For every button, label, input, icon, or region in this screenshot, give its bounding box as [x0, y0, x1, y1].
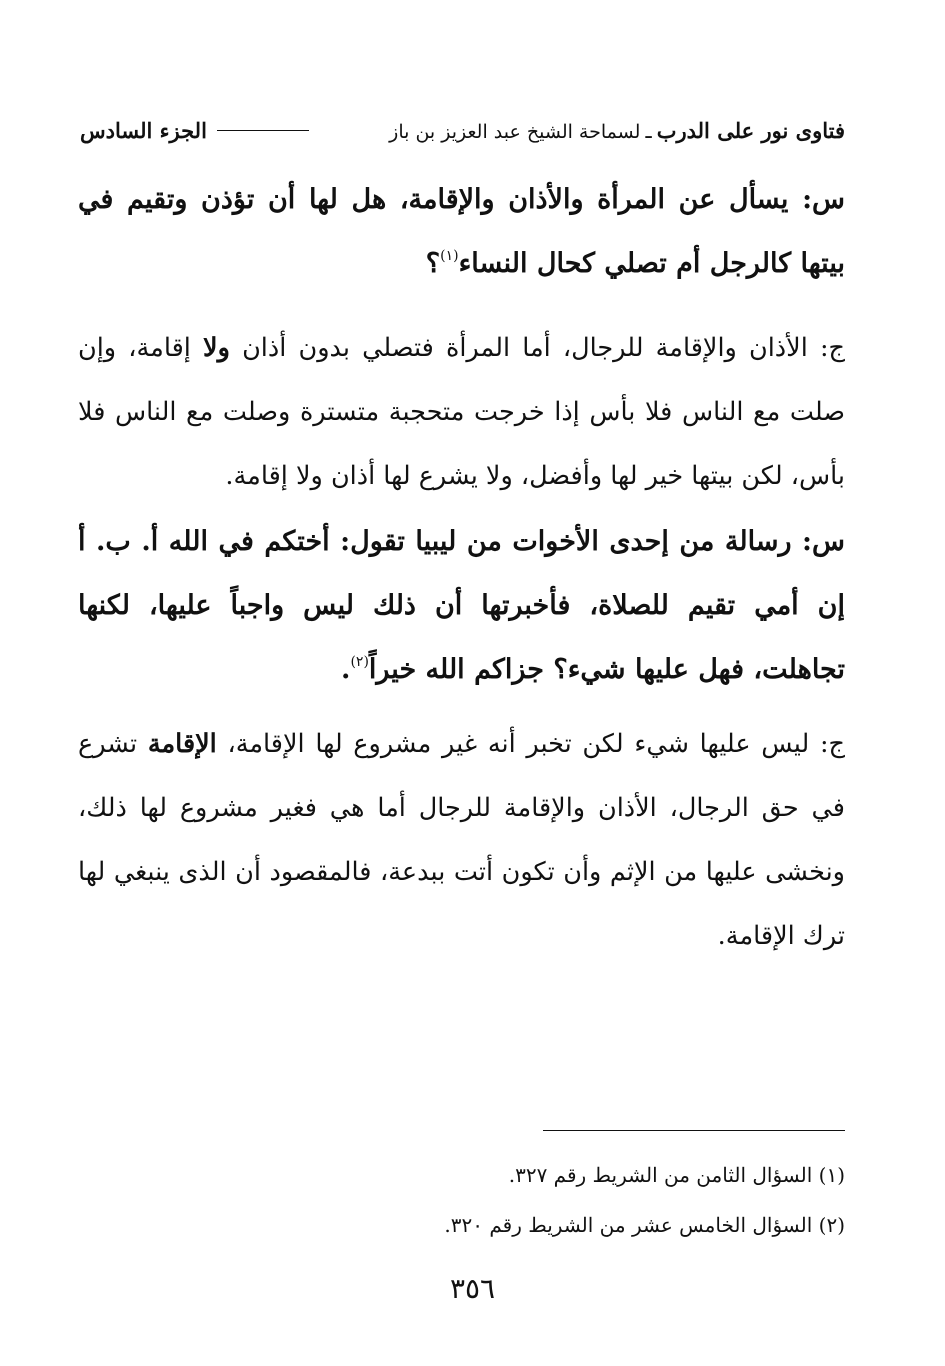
answer-bold-word: الإقامة: [147, 729, 217, 759]
header-separator: ـ: [645, 118, 652, 143]
header-part-info: [80, 118, 317, 143]
question-end: ؟: [425, 248, 441, 279]
answer-bold-word: ولا: [203, 333, 230, 363]
footnote-1: (١) السؤال الثامن من الشريط رقم ٣٢٧.: [508, 1163, 845, 1187]
running-header: [80, 112, 845, 148]
answer-1: [78, 316, 845, 508]
book-title: فتاوى نور على الدرب: [656, 117, 845, 143]
footnote-rule: [543, 1130, 845, 1131]
question-label: س:: [802, 526, 845, 557]
answer-text-rest: إقامة، وإن صلت مع الناس فلا بأس إذا خرجت متحجبة متسترة وصلت مع الناس فلا بأس، لكن بيتها خير لها وأفضل، ولا يشرع لها أذان ولا إقامة.: [78, 333, 845, 491]
answer-text-start: الأذان والإقامة للرجال، أما المرأة فتصلي بدون أذان: [242, 333, 808, 363]
footnote-2: (٢) السؤال الخامس عشر من الشريط رقم ٣٢٠.: [444, 1213, 845, 1237]
question-label: س:: [802, 184, 845, 215]
question-text: رسالة من إحدى الأخوات من ليبيا تقول: أختكم في الله أ. ب. أ إن أمي تقيم للصلاة، فأخبرتها أن ذلك ليس واجباً عليها، لكنها تجاهلت، فهل عليها شيء؟ جزاكم الله خيراً: [78, 526, 845, 685]
answer-text-start: ليس عليها شيء لكن تخبر أنه غير مشروع لها الإقامة،: [227, 729, 810, 759]
footnote-ref: (١): [440, 248, 459, 264]
question-end: .: [341, 654, 351, 685]
question-1: [78, 168, 845, 296]
footnote-ref: (٢): [350, 654, 369, 670]
footnotes: [245, 1150, 845, 1250]
header-book-info: [389, 118, 845, 143]
answer-text-rest: تشرع في حق الرجال، الأذان والإقامة للرجال أما هي فغير مشروع لها ذلك، ونخشى عليها من الإثم وأن تكون أتت ببدعة، فالمقصود أن الذى ينبغي لها ترك الإقامة.: [78, 729, 845, 951]
question-2: [78, 510, 845, 702]
author-name: لسماحة الشيخ عبد العزيز بن باز: [389, 120, 641, 143]
answer-2: [78, 712, 845, 968]
answer-label: ج:: [819, 729, 845, 759]
part-title: الجزء السادس: [80, 117, 207, 143]
question-text: يسأل عن المرأة والأذان والإقامة، هل لها أن تؤذن وتقيم في بيتها كالرجل أم تصلي كحال النساء: [78, 184, 845, 279]
answer-label: ج:: [819, 333, 846, 363]
page-number: ٣٥٦: [449, 1272, 496, 1305]
header-rule: [217, 130, 309, 131]
